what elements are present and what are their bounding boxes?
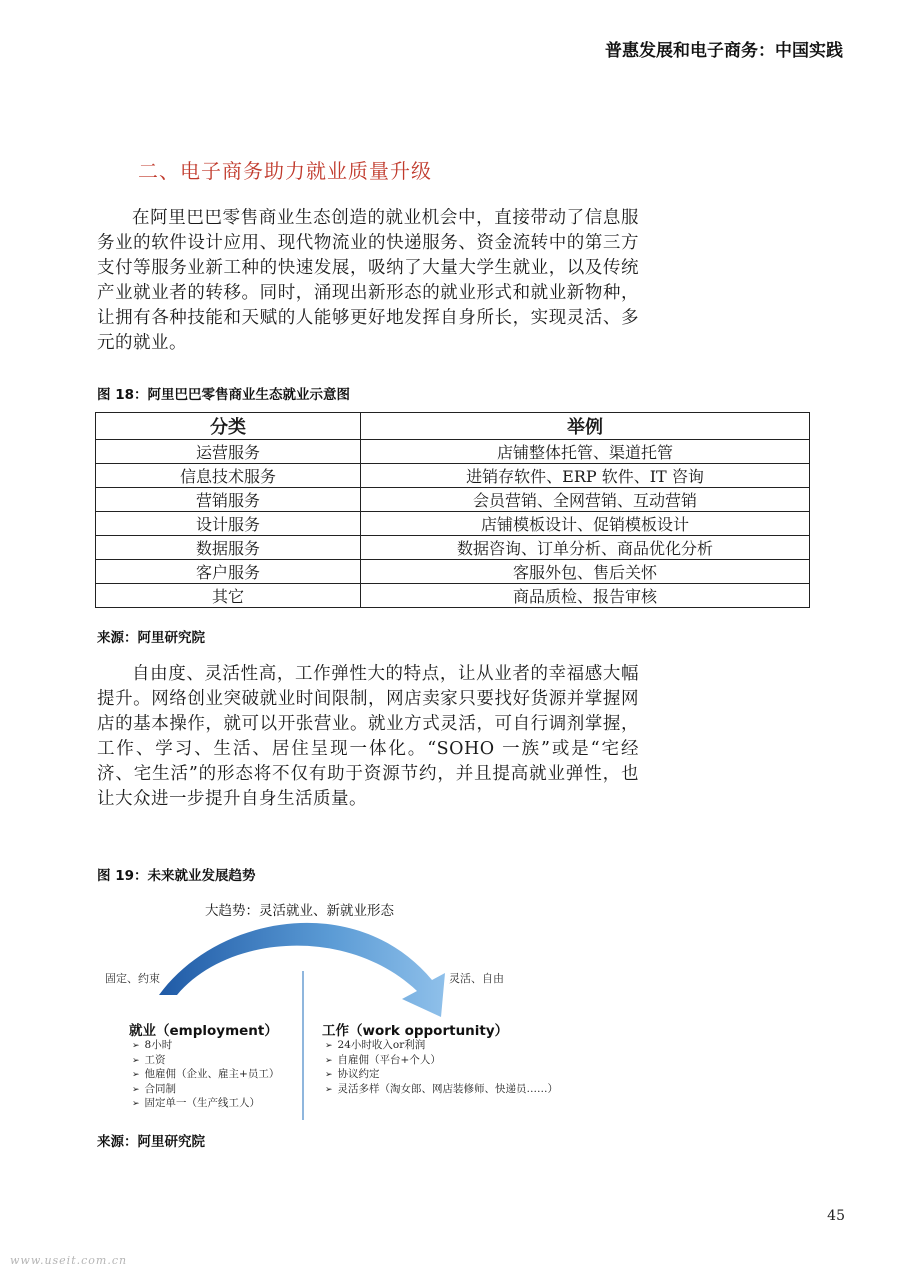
employment-heading: 就业（employment） <box>129 1023 278 1039</box>
list-item: ➢ 工资 <box>132 1054 279 1069</box>
column-header-category: 分类 <box>96 413 361 440</box>
employment-list <box>132 1039 279 1112</box>
table-cell-examples: 店铺整体托管、渠道托管 <box>361 440 810 464</box>
table-cell-examples: 商品质检、报告审核 <box>361 584 810 608</box>
table-row <box>96 488 810 512</box>
employment-trend-diagram <box>97 895 617 1125</box>
table-row <box>96 584 810 608</box>
list-item: ➢ 协议约定 <box>325 1068 558 1083</box>
list-item: ➢ 合同制 <box>132 1083 279 1098</box>
table-cell-examples: 数据咨询、订单分析、商品优化分析 <box>361 536 810 560</box>
figure-18-caption: 图 18：阿里巴巴零售商业生态就业示意图 <box>97 387 350 403</box>
list-item: ➢ 固定单一（生产线工人） <box>132 1097 279 1112</box>
section-heading: 二、电子商务助力就业质量升级 <box>138 159 432 183</box>
list-item: ➢ 他雇佣（企业、雇主+员工） <box>132 1068 279 1083</box>
table-row <box>96 512 810 536</box>
table-cell-examples: 会员营销、全网营销、互动营销 <box>361 488 810 512</box>
right-note: 灵活、自由 <box>449 972 504 985</box>
work-opportunity-heading: 工作（work opportunity） <box>322 1023 509 1039</box>
watermark: www.useit.com.cn <box>10 1254 128 1267</box>
figure-19-caption: 图 19：未来就业发展趋势 <box>97 868 256 884</box>
table-cell-category: 数据服务 <box>96 536 361 560</box>
paragraph-text: 自由度、灵活性高，工作弹性大的特点，让从业者的幸福感大幅提升。网络创业突破就业时间限制，网店卖家只要找好货源并掌握网店的基本操作，就可以开张营业。就业方式灵活，可自行调剂掌握，工作、学习、生活、居住呈现一体化。“SOHO 一族”或是“宅经济、宅生活”的形态将不仅有助于资源节约，并且提高就业弹性，也让大众进一步提升自身生活质量。 <box>97 664 639 809</box>
table-cell-examples: 进销存软件、ERP 软件、IT 咨询 <box>361 464 810 488</box>
figure-18-source: 来源：阿里研究院 <box>97 630 205 646</box>
table-row <box>96 560 810 584</box>
table-header-row <box>96 413 810 440</box>
body-paragraph-1 <box>97 206 639 356</box>
column-header-examples: 举例 <box>361 413 810 440</box>
running-header: 普惠发展和电子商务：中国实践 <box>605 41 843 61</box>
table-cell-examples: 店铺模板设计、促销模板设计 <box>361 512 810 536</box>
list-item: ➢ 24小时收入or利润 <box>325 1039 558 1054</box>
table-cell-category: 客户服务 <box>96 560 361 584</box>
table-cell-category: 营销服务 <box>96 488 361 512</box>
page-number: 45 <box>827 1208 845 1224</box>
table-cell-examples: 客服外包、售后关怀 <box>361 560 810 584</box>
list-item: ➢ 灵活多样（淘女郎、网店装修师、快递员……） <box>325 1083 558 1098</box>
left-note: 固定、约束 <box>105 972 160 985</box>
list-item: ➢ 自雇佣（平台+个人） <box>325 1054 558 1069</box>
table-cell-category: 其它 <box>96 584 361 608</box>
paragraph-text: 在阿里巴巴零售商业生态创造的就业机会中，直接带动了信息服务业的软件设计应用、现代物流业的快递服务、资金流转中的第三方支付等服务业新工种的快速发展，吸纳了大量大学生就业，以及传统产业就业者的转移。同时，涌现出新形态的就业形式和就业新物种，让拥有各种技能和天赋的人能够更好地发挥自身所长，实现灵活、多元的就业。 <box>97 208 639 353</box>
table-row <box>96 536 810 560</box>
table-cell-category: 信息技术服务 <box>96 464 361 488</box>
table-cell-category: 设计服务 <box>96 512 361 536</box>
table-row <box>96 440 810 464</box>
body-paragraph-2 <box>97 662 639 812</box>
employment-category-table <box>95 412 810 608</box>
figure-19-source: 来源：阿里研究院 <box>97 1134 205 1150</box>
table-row <box>96 464 810 488</box>
list-item: ➢ 8小时 <box>132 1039 279 1054</box>
work-opportunity-list <box>325 1039 558 1097</box>
table-cell-category: 运营服务 <box>96 440 361 464</box>
trend-title: 大趋势：灵活就业、新就业形态 <box>205 903 394 919</box>
